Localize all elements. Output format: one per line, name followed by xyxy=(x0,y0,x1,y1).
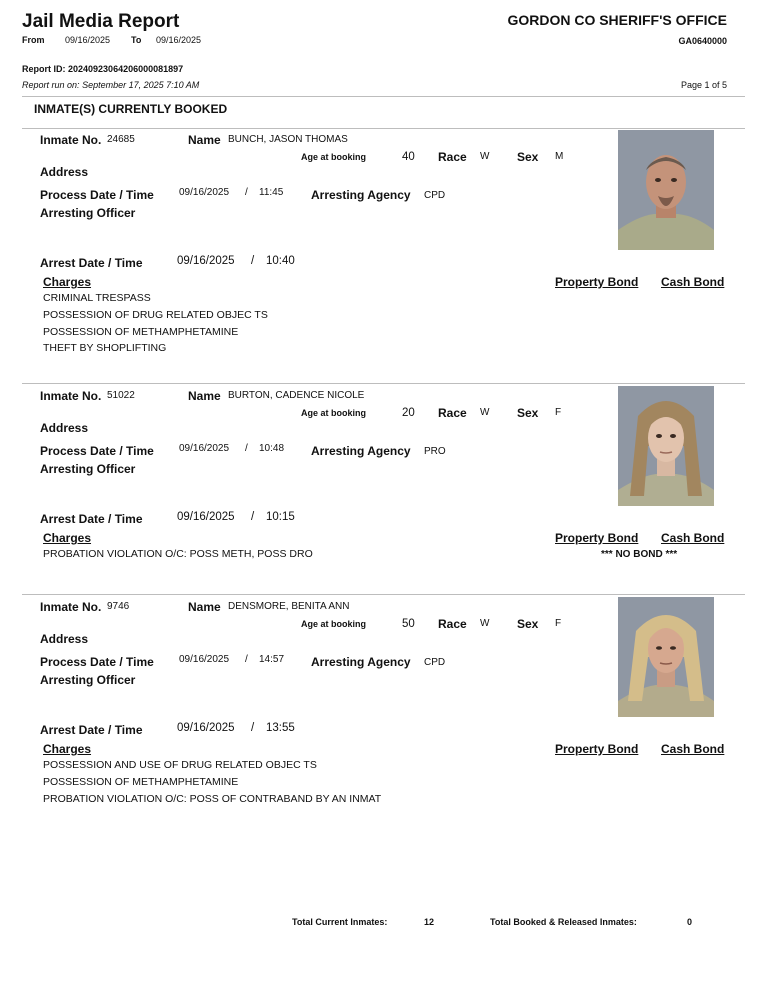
charge-item: PROBATION VIOLATION O/C: POSS METH, POSS DRO xyxy=(43,548,313,560)
inmate-no: 24685 xyxy=(107,134,135,145)
process-label: Process Date / Time xyxy=(40,444,154,458)
divider xyxy=(22,128,745,129)
charge-item: CRIMINAL TRESPASS xyxy=(43,292,151,304)
arrest-date: 09/16/2025 xyxy=(177,255,235,267)
sex-label: Sex xyxy=(517,617,539,631)
age-label: Age at booking xyxy=(301,152,366,162)
total-current-label: Total Current Inmates: xyxy=(292,917,388,927)
inmate-name: DENSMORE, BENITA ANN xyxy=(228,601,350,612)
arrest-date: 09/16/2025 xyxy=(177,511,235,523)
process-date: 09/16/2025 xyxy=(179,654,230,665)
agency-label: Arresting Agency xyxy=(311,188,411,202)
address-label: Address xyxy=(40,632,89,646)
slash: / xyxy=(251,722,255,734)
agency-name: GORDON CO SHERIFF'S OFFICE xyxy=(507,12,727,28)
arrest-date: 09/16/2025 xyxy=(177,722,235,734)
name-label: Name xyxy=(188,600,221,614)
report-id-label: Report ID: xyxy=(22,64,66,74)
race-label: Race xyxy=(438,406,467,420)
inmate-no-label: Inmate No. xyxy=(40,389,102,403)
race-value: W xyxy=(480,151,490,162)
race-value: W xyxy=(480,407,490,418)
run-on-value: September 17, 2025 7:10 AM xyxy=(82,80,200,90)
age-value: 50 xyxy=(402,618,415,630)
slash: / xyxy=(245,187,248,198)
property-bond-label: Property Bond xyxy=(555,275,639,289)
race-label: Race xyxy=(438,617,467,631)
charge-item: POSSESSION OF METHAMPHETAMINE xyxy=(43,326,239,338)
officer-label: Arresting Officer xyxy=(40,673,136,687)
agency-value: PRO xyxy=(424,446,446,457)
charges-label: Charges xyxy=(43,275,92,289)
process-time: 14:57 xyxy=(259,654,285,665)
agency-label: Arresting Agency xyxy=(311,655,411,669)
run-on xyxy=(22,80,199,90)
ori-code: GA0640000 xyxy=(678,36,727,46)
mugshot-photo xyxy=(618,386,714,506)
charge-item: PROBATION VIOLATION O/C: POSS OF CONTRABAND BY AN INMAT xyxy=(43,793,382,805)
sex-label: Sex xyxy=(517,150,539,164)
total-released-value: 0 xyxy=(687,917,693,927)
sex-value: M xyxy=(555,151,564,162)
process-date: 09/16/2025 xyxy=(179,187,230,198)
age-label: Age at booking xyxy=(301,408,366,418)
agency-label: Arresting Agency xyxy=(311,444,411,458)
process-time: 10:48 xyxy=(259,443,285,454)
charges-label: Charges xyxy=(43,531,92,545)
arrest-time: 10:40 xyxy=(266,255,295,267)
mugshot-photo xyxy=(618,597,714,717)
officer-label: Arresting Officer xyxy=(40,206,136,220)
cash-bond-label: Cash Bond xyxy=(661,531,725,545)
arrest-label: Arrest Date / Time xyxy=(40,723,143,737)
to-label: To xyxy=(131,35,142,45)
page-number: Page 1 of 5 xyxy=(680,80,727,90)
slash: / xyxy=(251,255,255,267)
inmate-name: BUNCH, JASON THOMAS xyxy=(228,134,348,145)
property-bond-label: Property Bond xyxy=(555,531,639,545)
total-current-value: 12 xyxy=(424,917,435,927)
charge-item: THEFT BY SHOPLIFTING xyxy=(43,342,167,354)
section-title: INMATE(S) CURRENTLY BOOKED xyxy=(34,102,228,116)
inmate-no-label: Inmate No. xyxy=(40,600,102,614)
property-bond-label: Property Bond xyxy=(555,742,639,756)
sex-value: F xyxy=(555,407,562,418)
inmate-no-label: Inmate No. xyxy=(40,133,102,147)
race-value: W xyxy=(480,618,490,629)
sex-value: F xyxy=(555,618,562,629)
slash: / xyxy=(245,654,248,665)
charge-item: POSSESSION OF DRUG RELATED OBJEC TS xyxy=(43,309,268,321)
to-date: 09/16/2025 xyxy=(156,35,202,45)
process-label: Process Date / Time xyxy=(40,655,154,669)
process-date: 09/16/2025 xyxy=(179,443,230,454)
charge-item: POSSESSION AND USE OF DRUG RELATED OBJEC TS xyxy=(43,759,317,771)
officer-label: Arresting Officer xyxy=(40,462,136,476)
mugshot-photo xyxy=(618,130,714,250)
report-id xyxy=(22,64,183,74)
agency-value: CPD xyxy=(424,657,446,668)
total-released-label: Total Booked & Released Inmates: xyxy=(490,917,637,927)
arrest-label: Arrest Date / Time xyxy=(40,256,143,270)
run-on-label: Report run on: xyxy=(22,80,80,90)
divider xyxy=(22,383,745,384)
agency-value: CPD xyxy=(424,190,446,201)
age-label: Age at booking xyxy=(301,619,366,629)
inmate-no: 51022 xyxy=(107,390,135,401)
age-value: 20 xyxy=(402,407,415,419)
arrest-label: Arrest Date / Time xyxy=(40,512,143,526)
bond-note: *** NO BOND *** xyxy=(601,549,678,560)
name-label: Name xyxy=(188,133,221,147)
divider xyxy=(22,594,745,595)
cash-bond-label: Cash Bond xyxy=(661,742,725,756)
cash-bond-label: Cash Bond xyxy=(661,275,725,289)
process-time: 11:45 xyxy=(259,187,284,198)
process-label: Process Date / Time xyxy=(40,188,154,202)
charge-item: POSSESSION OF METHAMPHETAMINE xyxy=(43,776,239,788)
report-id-value: 20240923064206000081897 xyxy=(68,64,184,74)
race-label: Race xyxy=(438,150,467,164)
charges-label: Charges xyxy=(43,742,92,756)
arrest-time: 10:15 xyxy=(266,511,295,523)
address-label: Address xyxy=(40,421,89,435)
inmate-name: BURTON, CADENCE NICOLE xyxy=(228,390,365,401)
divider xyxy=(22,96,745,97)
address-label: Address xyxy=(40,165,89,179)
age-value: 40 xyxy=(402,151,415,163)
sex-label: Sex xyxy=(517,406,539,420)
name-label: Name xyxy=(188,389,221,403)
from-label: From xyxy=(22,35,45,45)
slash: / xyxy=(251,511,255,523)
inmate-no: 9746 xyxy=(107,601,130,612)
slash: / xyxy=(245,443,248,454)
report-title: Jail Media Report xyxy=(22,11,180,32)
from-date: 09/16/2025 xyxy=(65,35,111,45)
arrest-time: 13:55 xyxy=(266,722,295,734)
